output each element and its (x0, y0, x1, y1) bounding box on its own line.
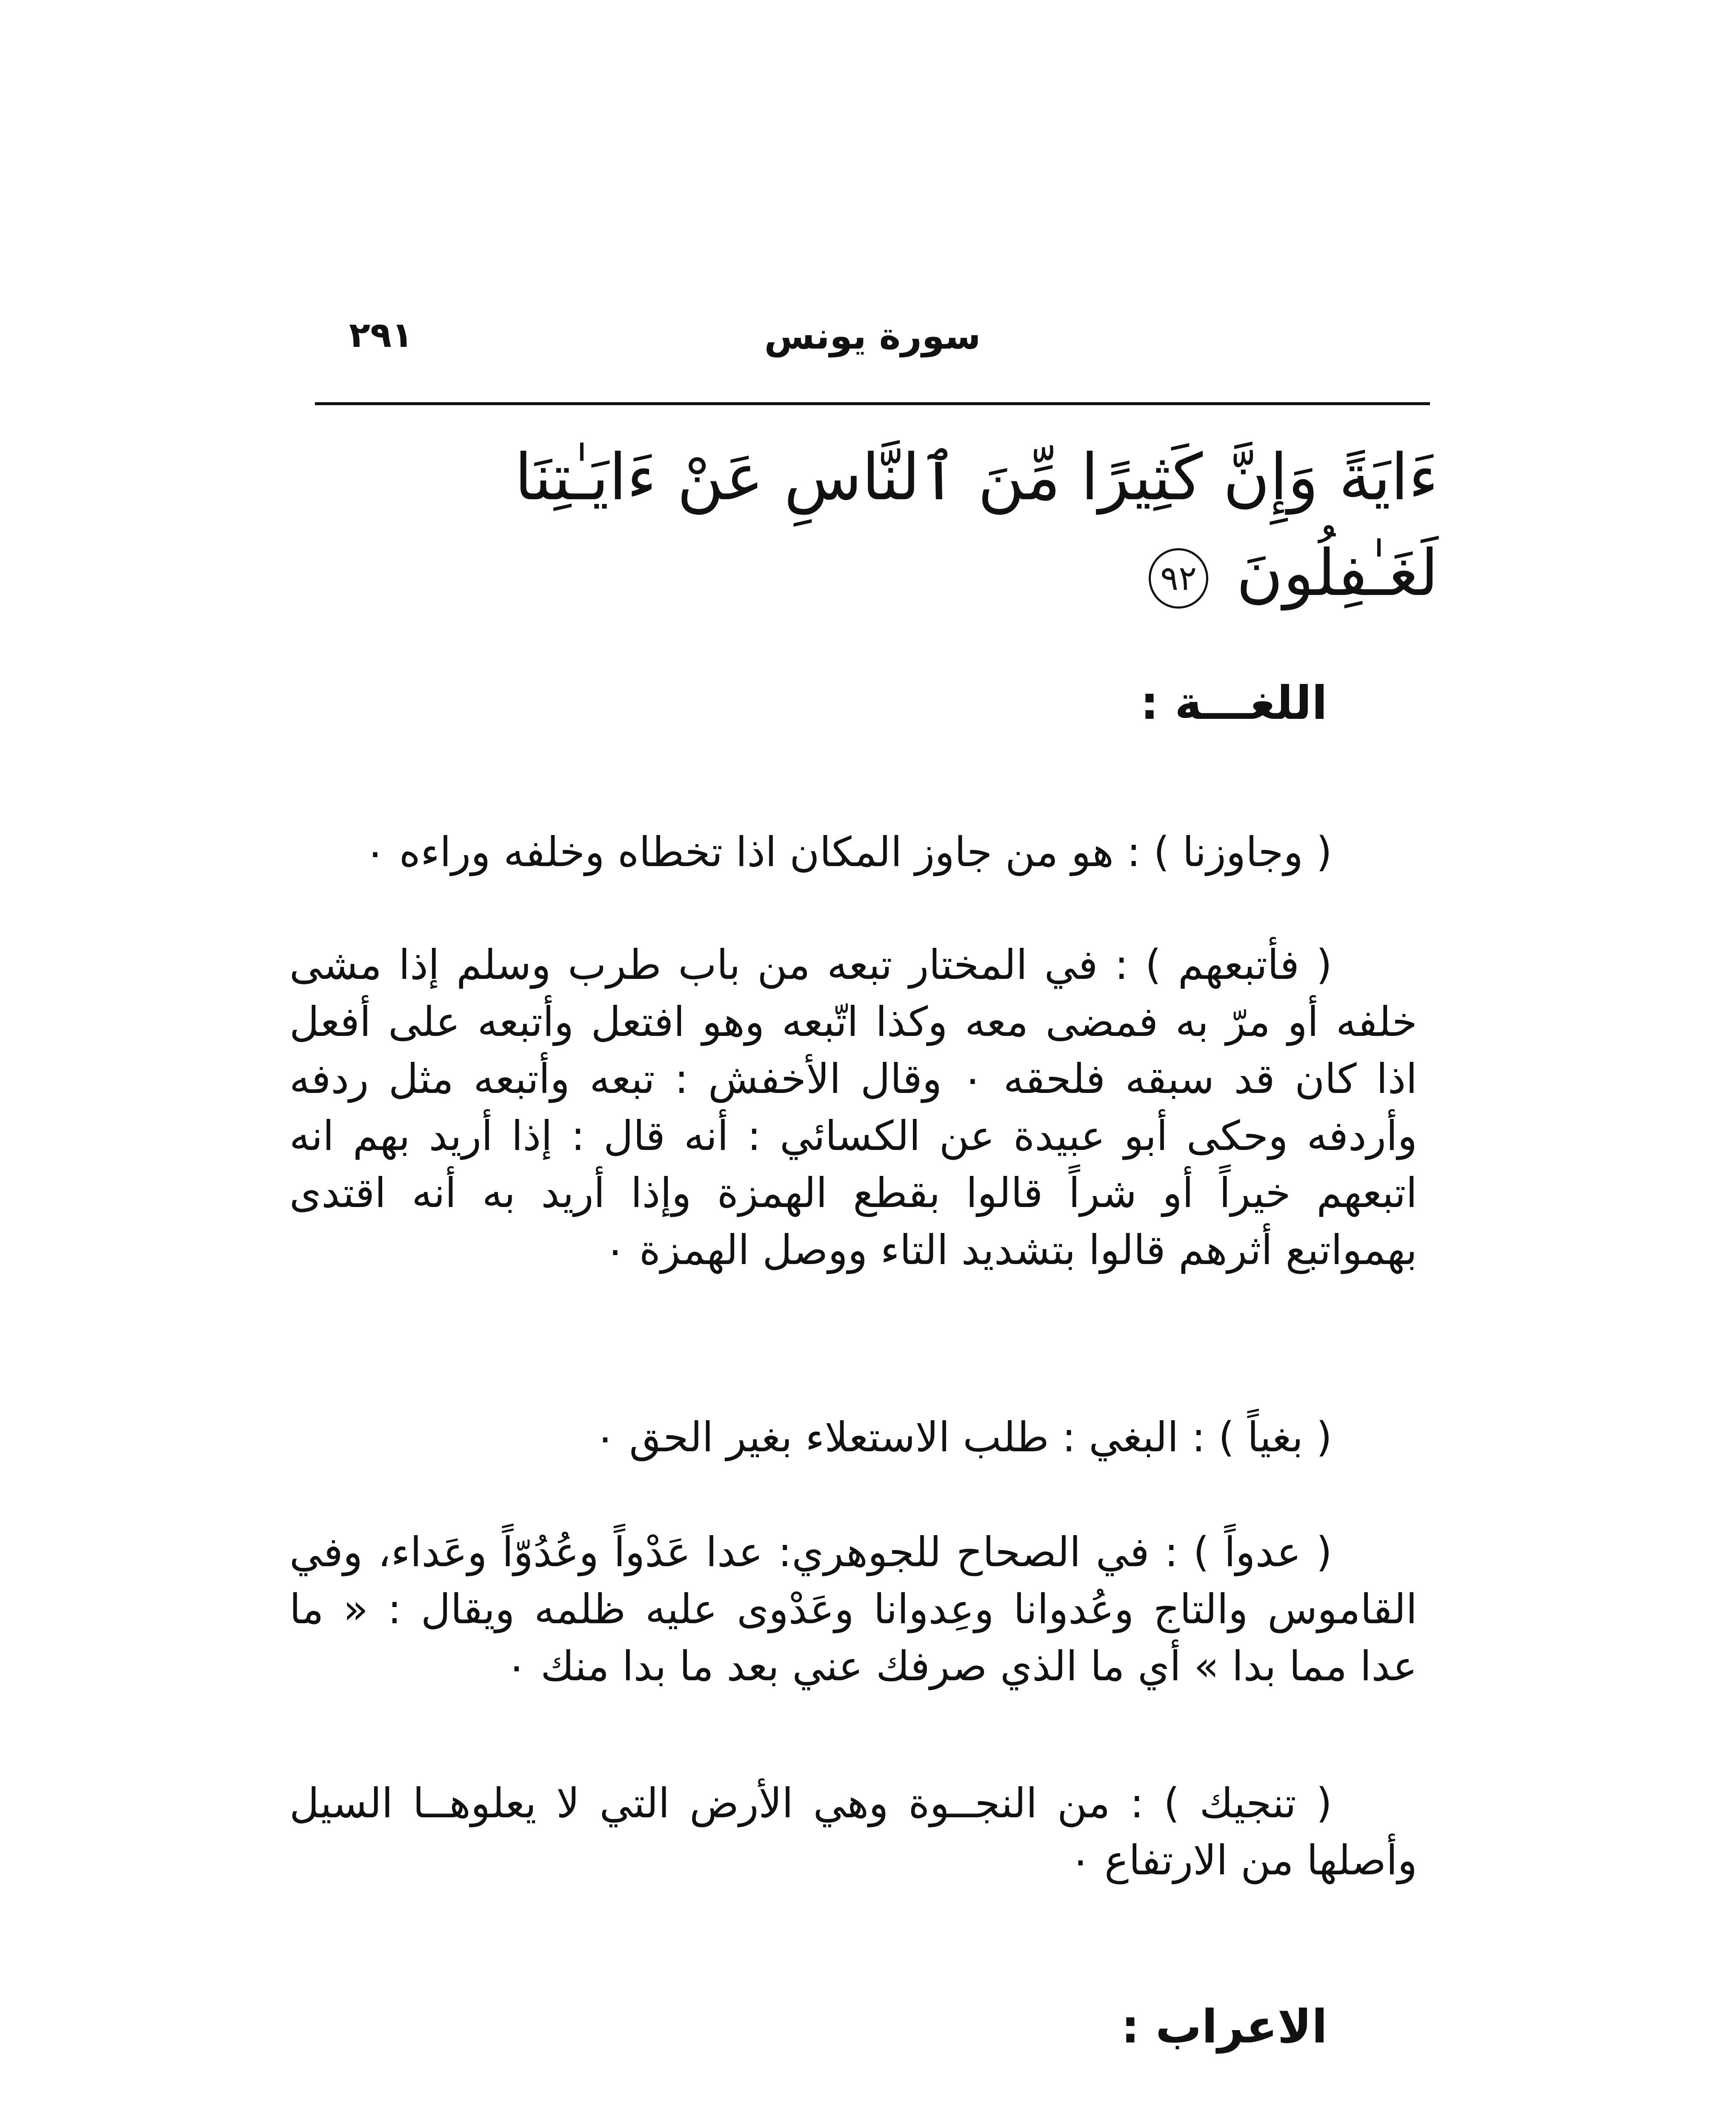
running-title: سورة يونس (764, 315, 981, 358)
paragraph-adwan: ( عدواً ) : في الصحاح للجوهري: عدا عَدْواً وعُدُوّاً وعَداء، وفي القاموس والتاج وعُدوانا وعِدوانا وعَدْوى عليه ظلمه ويقال : « ما عدا مما بدا » أي ما الذي صرفك عني بعد ما بدا منك ٠ (289, 1528, 1417, 1690)
verse-text: ءَايَةً وَإِنَّ كَثِيرًا مِّنَ ٱلنَّاسِ عَنْ ءَايَـٰتِنَا لَغَـٰفِلُونَ (514, 440, 1439, 610)
page-number: ٢٩١ (349, 315, 413, 355)
paragraph-faatbaahum: ( فأتبعهم ) : في المختار تبعه من باب طرب وسلم إذا مشى خلفه أو مرّ به فمضى معه وكذا اتّبعه وهو افتعل وأتبعه على أفعل اذا كان قد سبقه فلحقه ٠ وقال الأخفش : تبعه وأتبعه مثل ردفه وأردفه وحكى أبو عبيدة عن الكسائي : أنه قال : إذا أريد بهم انه اتبعهم خيراً أو شراً قالوا بقطع الهمزة وإذا أريد به أنه اقتدى بهمواتبع أثرهم قالوا بتشديد التاء ووصل الهمزة ٠ (289, 941, 1418, 1274)
paragraph-wajawazna: ( وجاوزنا ) : هو من جاوز المكان اذا تخطاه وخلفه وراءه ٠ (364, 828, 1332, 876)
header-divider (315, 402, 1430, 405)
page-header (306, 315, 1439, 370)
paragraph-tunajjika: ( تنجيك ) : من النجــوة وهي الأرض التي لا يعلوهــا السيل وأصلها من الارتفاع ٠ (289, 1779, 1417, 1884)
section-heading-irab: الاعراب : (1121, 2000, 1327, 2054)
quran-verse (306, 430, 1439, 621)
verse-number-marker: ٩٢ (1149, 548, 1208, 609)
section-heading-lugha: اللغـــة : (1140, 677, 1327, 730)
paragraph-baghyan: ( بغياً ) : البغي : طلب الاستعلاء بغير الحق ٠ (594, 1413, 1332, 1461)
